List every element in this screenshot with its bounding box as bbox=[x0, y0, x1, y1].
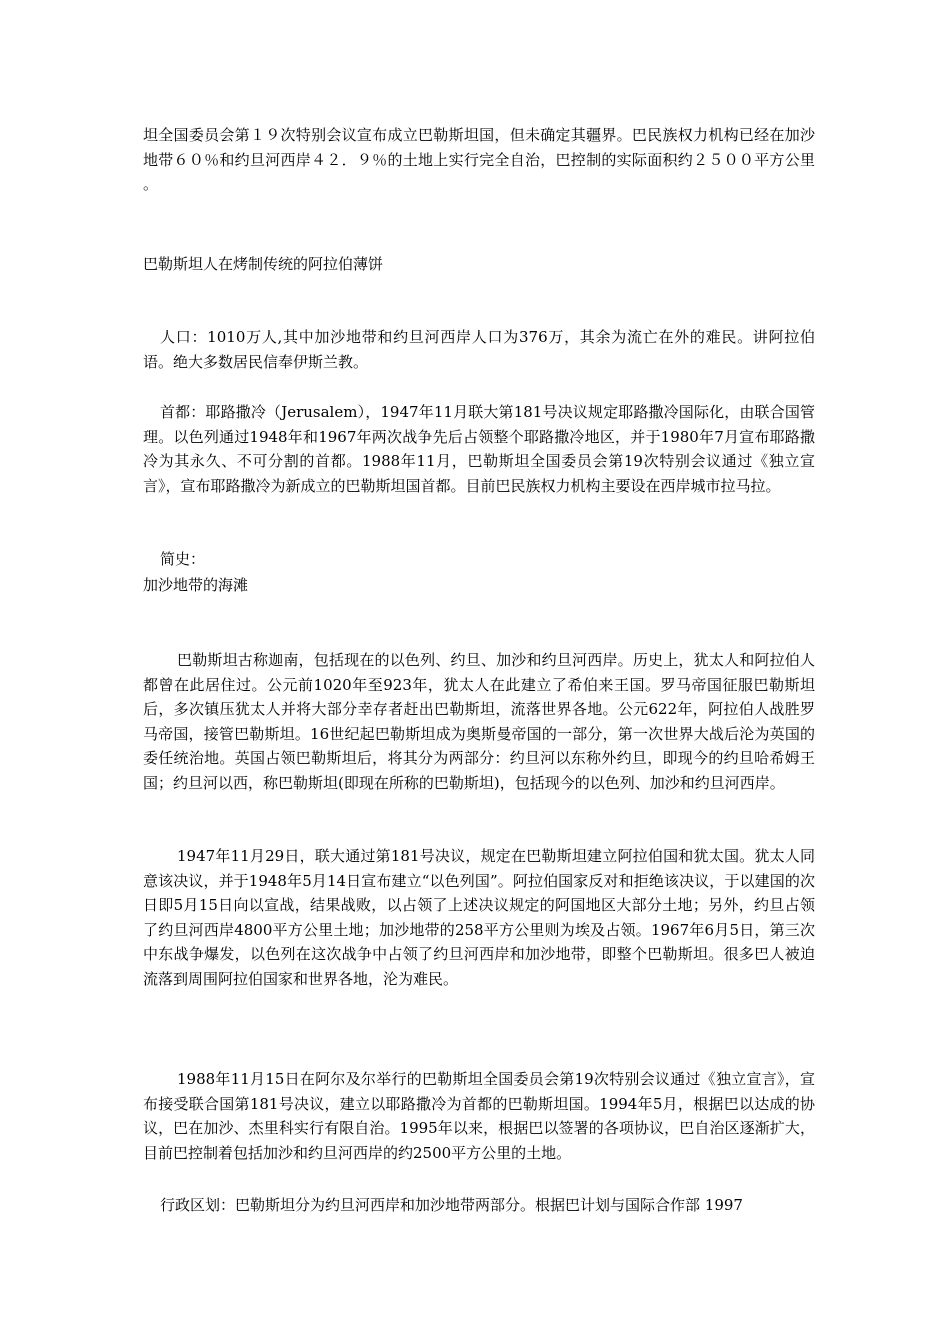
image-caption-flatbread: 巴勒斯坦人在烤制传统的阿拉伯薄饼 bbox=[143, 255, 384, 273]
paragraph-history-1: 巴勒斯坦古称迦南，包括现在的以色列、约旦、加沙和约旦河西岸。历史上，犹太人和阿拉伯人都曾在此居住过。公元前1020年至923年，犹太人在此建立了希伯来王国。罗马帝国征服巴勒斯坦后，多次镇压犹太人并将大部分幸存者赶出巴勒斯坦，流落世界各地。公元622年，阿拉伯人战胜罗马帝国，接管巴勒斯坦。16世纪起巴勒斯坦成为奥斯曼帝国的一部分，第一次世界大战后沦为英国的委任统治地。英国占领巴勒斯坦后，将其分为两部分：约旦河以东称外约旦，即现今的约旦哈希姆王国；约旦河以西，称巴勒斯坦(即现在所称的巴勒斯坦)，包括现今的以色列、加沙和约旦河西岸。 bbox=[143, 651, 815, 792]
paragraph-admin-division: 行政区划：巴勒斯坦分为约旦河西岸和加沙地带两部分。根据巴计划与国际合作部 1997 bbox=[160, 1196, 743, 1214]
history-label: 简史： bbox=[160, 550, 206, 568]
paragraph-history-3: 1988年11月15日在阿尔及尔举行的巴勒斯坦全国委员会第19次特别会议通过《独立宣言》，宣布接受联合国第181号决议，建立以耶路撒冷为首都的巴勒斯坦国。1994年5月，根据巴以达成的协议，巴在加沙、杰里科实行有限自治。1995年以来，根据巴以签署的各项协议，巴自治区逐渐扩大，目前巴控制着包括加沙和约旦河西岸的约2500平方公里的土地。 bbox=[143, 1070, 815, 1162]
paragraph-intro: 坦全国委员会第１９次特别会议宣布成立巴勒斯坦国，但未确定其疆界。巴民族权力机构已经在加沙地带６０％和约旦河西岸４２．９％的土地上实行完全自治，巴控制的实际面积约２５００平方公里 。 bbox=[143, 126, 815, 193]
paragraph-capital: 首都：耶路撒冷（Jerusalem），1947年11月联大第181号决议规定耶路撒冷国际化，由联合国管理。以色列通过1948年和1967年两次战争先后占领整个耶路撒冷地区，并于1980年7月宣布耶路撒冷为其永久、不可分割的首都。1988年11月，巴勒斯坦全国委员会第19次特别会议通过《独立宣言》，宣布耶路撒冷为新成立的巴勒斯坦国首都。目前巴民族权力机构主要设在西岸城市拉马拉。 bbox=[143, 403, 815, 495]
image-caption-gaza-beach: 加沙地带的海滩 bbox=[143, 576, 249, 594]
paragraph-population: 人口：1010万人,其中加沙地带和约旦河西岸人口为376万，其余为流亡在外的难民。讲阿拉伯语。绝大多数居民信奉伊斯兰教。 bbox=[143, 328, 815, 371]
paragraph-history-2: 1947年11月29日，联大通过第181号决议，规定在巴勒斯坦建立阿拉伯国和犹太国。犹太人同意该决议，并于1948年5月14日宣布建立“以色列国”。阿拉伯国家反对和拒绝该决议，于以建国的次日即5月15日向以宣战，结果战败，以占领了上述决议规定的阿国地区大部分土地；另外，约旦占领了约旦河西岸4800平方公里土地；加沙地带的258平方公里则为埃及占领。1967年6月5日，第三次中东战争爆发，以色列在这次战争中占领了约旦河西岸和加沙地带，即整个巴勒斯坦。很多巴人被迫流落到周围阿拉伯国家和世界各地，沦为难民。 bbox=[143, 847, 815, 988]
